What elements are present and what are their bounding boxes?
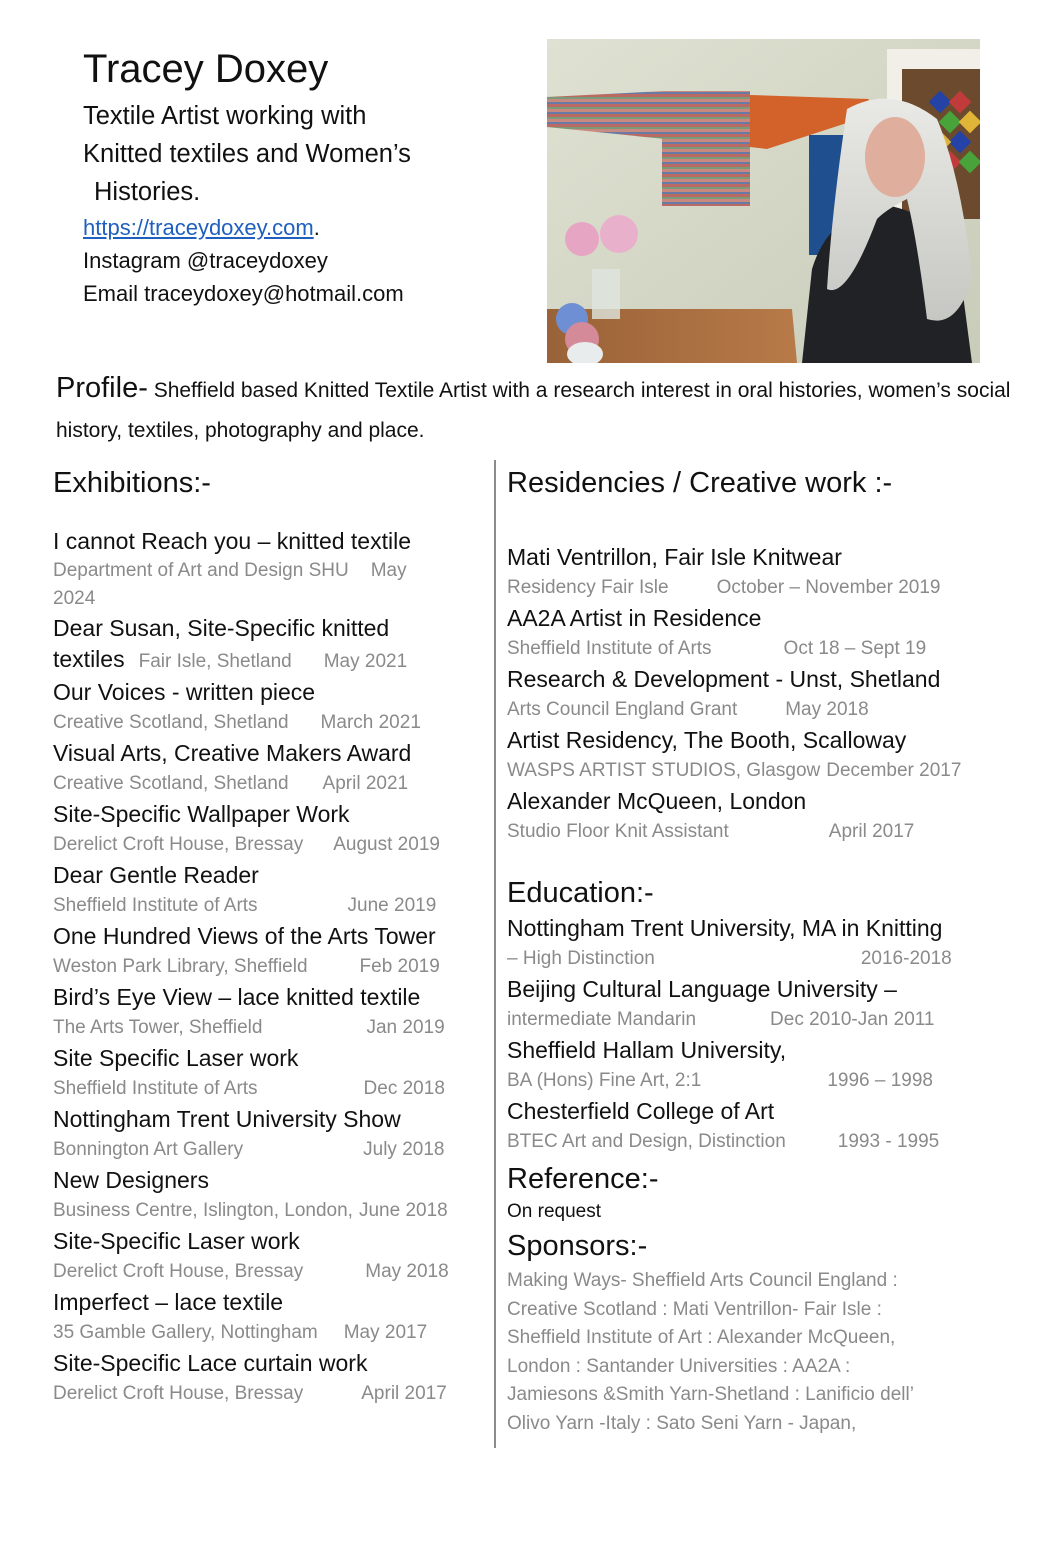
education-item (507, 1035, 997, 1096)
residencies-list (507, 542, 997, 847)
residency-date: May 2018 (785, 699, 869, 720)
residency-place: Residency Fair Isle (507, 577, 669, 598)
education-title: Sheffield Hallam University, (507, 1037, 787, 1063)
residency-date: December 2017 (826, 760, 962, 781)
exhibitions-section (53, 462, 485, 1409)
sponsors-line: Making Ways- Sheffield Arts Council England : (507, 1270, 898, 1291)
artist-name: Tracey Doxey (83, 47, 329, 91)
exhibition-item (53, 526, 485, 613)
education-date: 1996 – 1998 (827, 1070, 933, 1091)
residencies-heading: Residencies / Creative work :- (507, 467, 893, 499)
exhibition-date: June 2019 (347, 895, 437, 916)
sponsors-line: London : Santander Universities : AA2A : (507, 1355, 851, 1377)
exhibition-date: April 2017 (361, 1383, 447, 1404)
residency-title: Mati Ventrillon, Fair Isle Knitwear (507, 544, 842, 570)
exhibition-date: August 2019 (333, 834, 440, 855)
exhibition-date: May 2017 (343, 1322, 428, 1343)
residency-title: Research & Development - Unst, Shetland (507, 666, 941, 692)
exhibition-title: Our Voices - written piece (53, 679, 316, 705)
exhibition-place: Business Centre, Islington, London, (53, 1200, 353, 1221)
portrait-photo (547, 39, 980, 363)
education-item (507, 974, 997, 1035)
exhibition-title: Site-Specific Laser work (53, 1228, 300, 1254)
residency-item (507, 664, 997, 725)
exhibition-date: March 2021 (320, 712, 421, 733)
exhibition-place: Derelict Croft House, Bressay (53, 1261, 304, 1282)
exhibition-place: The Arts Tower, Sheffield (53, 1017, 263, 1038)
exhibition-place: Sheffield Institute of Arts (53, 895, 258, 916)
exhibition-title: Imperfect – lace textile (53, 1289, 284, 1315)
reference-text: On request (507, 1201, 601, 1222)
sponsors-text (507, 1267, 997, 1438)
education-title: Nottingham Trent University, MA in Knitting (507, 915, 943, 941)
exhibition-place: Weston Park Library, Sheffield (53, 956, 308, 977)
residency-place: Studio Floor Knit Assistant (507, 821, 729, 842)
exhibition-date: Dec 2018 (363, 1078, 445, 1099)
education-title: Beijing Cultural Language University – (507, 976, 897, 1002)
residency-title: AA2A Artist in Residence (507, 605, 762, 631)
profile-label: Profile- (56, 372, 148, 404)
exhibition-place: Department of Art and Design SHU (53, 560, 349, 581)
sponsors-line: Jamiesons &Smith Yarn-Shetland : Lanificio dell’ (507, 1384, 914, 1405)
residency-item (507, 542, 997, 603)
exhibition-item (53, 860, 485, 921)
exhibition-place: Creative Scotland, Shetland (53, 712, 289, 733)
exhibition-title: Site-Specific Wallpaper Work (53, 801, 350, 827)
sponsors-line: Olivo Yarn -Italy : Sato Seni Yarn - Japan, (507, 1412, 857, 1434)
exhibition-item (53, 1104, 485, 1165)
website-suffix: . (313, 215, 320, 240)
sponsors-line: Sheffield Institute of Art : Alexander McQueen, (507, 1327, 896, 1348)
residency-place: WASPS ARTIST STUDIOS, Glasgow (507, 760, 821, 781)
exhibition-title-cont: textiles (53, 646, 125, 672)
exhibition-title: Site-Specific Lace curtain work (53, 1350, 368, 1376)
exhibition-place: Sheffield Institute of Arts (53, 1078, 258, 1099)
sponsors-line: Creative Scotland : Mati Ventrillon- Fair Isle : (507, 1298, 882, 1320)
residency-item (507, 786, 997, 847)
exhibition-date: May 2021 (323, 651, 408, 672)
instagram-handle: Instagram @traceydoxey (83, 248, 328, 273)
exhibition-title: I cannot Reach you – knitted textile (53, 528, 411, 554)
residency-date: April 2017 (828, 821, 915, 842)
residency-item (507, 725, 997, 786)
exhibition-item (53, 799, 485, 860)
exhibition-place: 35 Gamble Gallery, Nottingham (53, 1322, 318, 1343)
education-item (507, 913, 997, 974)
education-place: BTEC Art and Design, Distinction (507, 1131, 786, 1152)
exhibition-item (53, 1287, 485, 1348)
residency-place: Arts Council England Grant (507, 699, 738, 720)
exhibition-item (53, 1226, 485, 1287)
profile-section (56, 368, 1036, 451)
education-list (507, 913, 997, 1157)
column-divider (494, 460, 496, 1448)
exhibition-title: Bird’s Eye View – lace knitted textile (53, 984, 421, 1010)
exhibition-date: May 2018 (365, 1261, 449, 1282)
exhibition-title: Dear Gentle Reader (53, 862, 259, 888)
exhibition-date: Feb 2019 (359, 956, 440, 977)
exhibition-item (53, 1165, 485, 1226)
residency-date: October – November 2019 (716, 577, 941, 598)
residency-title: Alexander McQueen, London (507, 788, 807, 814)
exhibition-date-year: 2024 (53, 588, 96, 609)
exhibition-date: May (370, 560, 407, 581)
education-heading: Education:- (507, 877, 654, 909)
education-item (507, 1096, 997, 1157)
exhibition-place: Fair Isle, Shetland (138, 651, 292, 672)
exhibition-date: Jan 2019 (366, 1017, 445, 1038)
residency-date: Oct 18 – Sept 19 (783, 638, 927, 659)
exhibition-date: June 2018 (358, 1200, 448, 1221)
profile-text: Sheffield based Knitted Textile Artist with a research interest in oral histories, women’s social history, textiles, photography and place. (56, 379, 1011, 442)
exhibition-date: July 2018 (363, 1139, 445, 1160)
education-date: 2016-2018 (860, 948, 952, 969)
exhibition-item (53, 921, 485, 982)
exhibition-item (53, 1043, 485, 1104)
exhibition-item (53, 613, 485, 677)
right-column (507, 462, 997, 1438)
education-place: BA (Hons) Fine Art, 2:1 (507, 1070, 702, 1091)
education-title: Chesterfield College of Art (507, 1098, 775, 1124)
exhibition-title: New Designers (53, 1167, 209, 1193)
exhibition-place: Bonnington Art Gallery (53, 1139, 244, 1160)
exhibition-title: Nottingham Trent University Show (53, 1106, 401, 1132)
tagline-line-3: Histories. (94, 178, 201, 206)
exhibitions-heading: Exhibitions:- (53, 467, 211, 499)
education-date: Dec 2010-Jan 2011 (770, 1009, 935, 1030)
residency-item (507, 603, 997, 664)
tagline-line-1: Textile Artist working with (83, 102, 367, 130)
tagline-line-2: Knitted textiles and Women’s (83, 140, 411, 168)
exhibition-place: Derelict Croft House, Bressay (53, 1383, 304, 1404)
education-date: 1993 - 1995 (837, 1131, 940, 1152)
exhibition-item (53, 1348, 485, 1409)
residency-title: Artist Residency, The Booth, Scalloway (507, 727, 907, 753)
reference-heading: Reference:- (507, 1163, 659, 1195)
exhibition-date: April 2021 (322, 773, 409, 794)
exhibition-item (53, 677, 485, 738)
email-address: Email traceydoxey@hotmail.com (83, 281, 404, 306)
exhibition-place: Creative Scotland, Shetland (53, 773, 289, 794)
exhibition-title: Site Specific Laser work (53, 1045, 299, 1071)
exhibition-item (53, 738, 485, 799)
website-link[interactable]: https://traceydoxey.com (83, 215, 314, 240)
exhibition-place: Derelict Croft House, Bressay (53, 834, 304, 855)
exhibition-title: Visual Arts, Creative Makers Award (53, 740, 412, 766)
exhibition-title: One Hundred Views of the Arts Tower (53, 923, 436, 949)
sponsors-heading: Sponsors:- (507, 1230, 648, 1262)
residency-place: Sheffield Institute of Arts (507, 638, 712, 659)
education-place: intermediate Mandarin (507, 1009, 697, 1030)
website-line (83, 211, 320, 244)
education-place: – High Distinction (507, 948, 655, 969)
exhibition-title: Dear Susan, Site-Specific knitted (53, 615, 390, 641)
exhibition-item (53, 982, 485, 1043)
